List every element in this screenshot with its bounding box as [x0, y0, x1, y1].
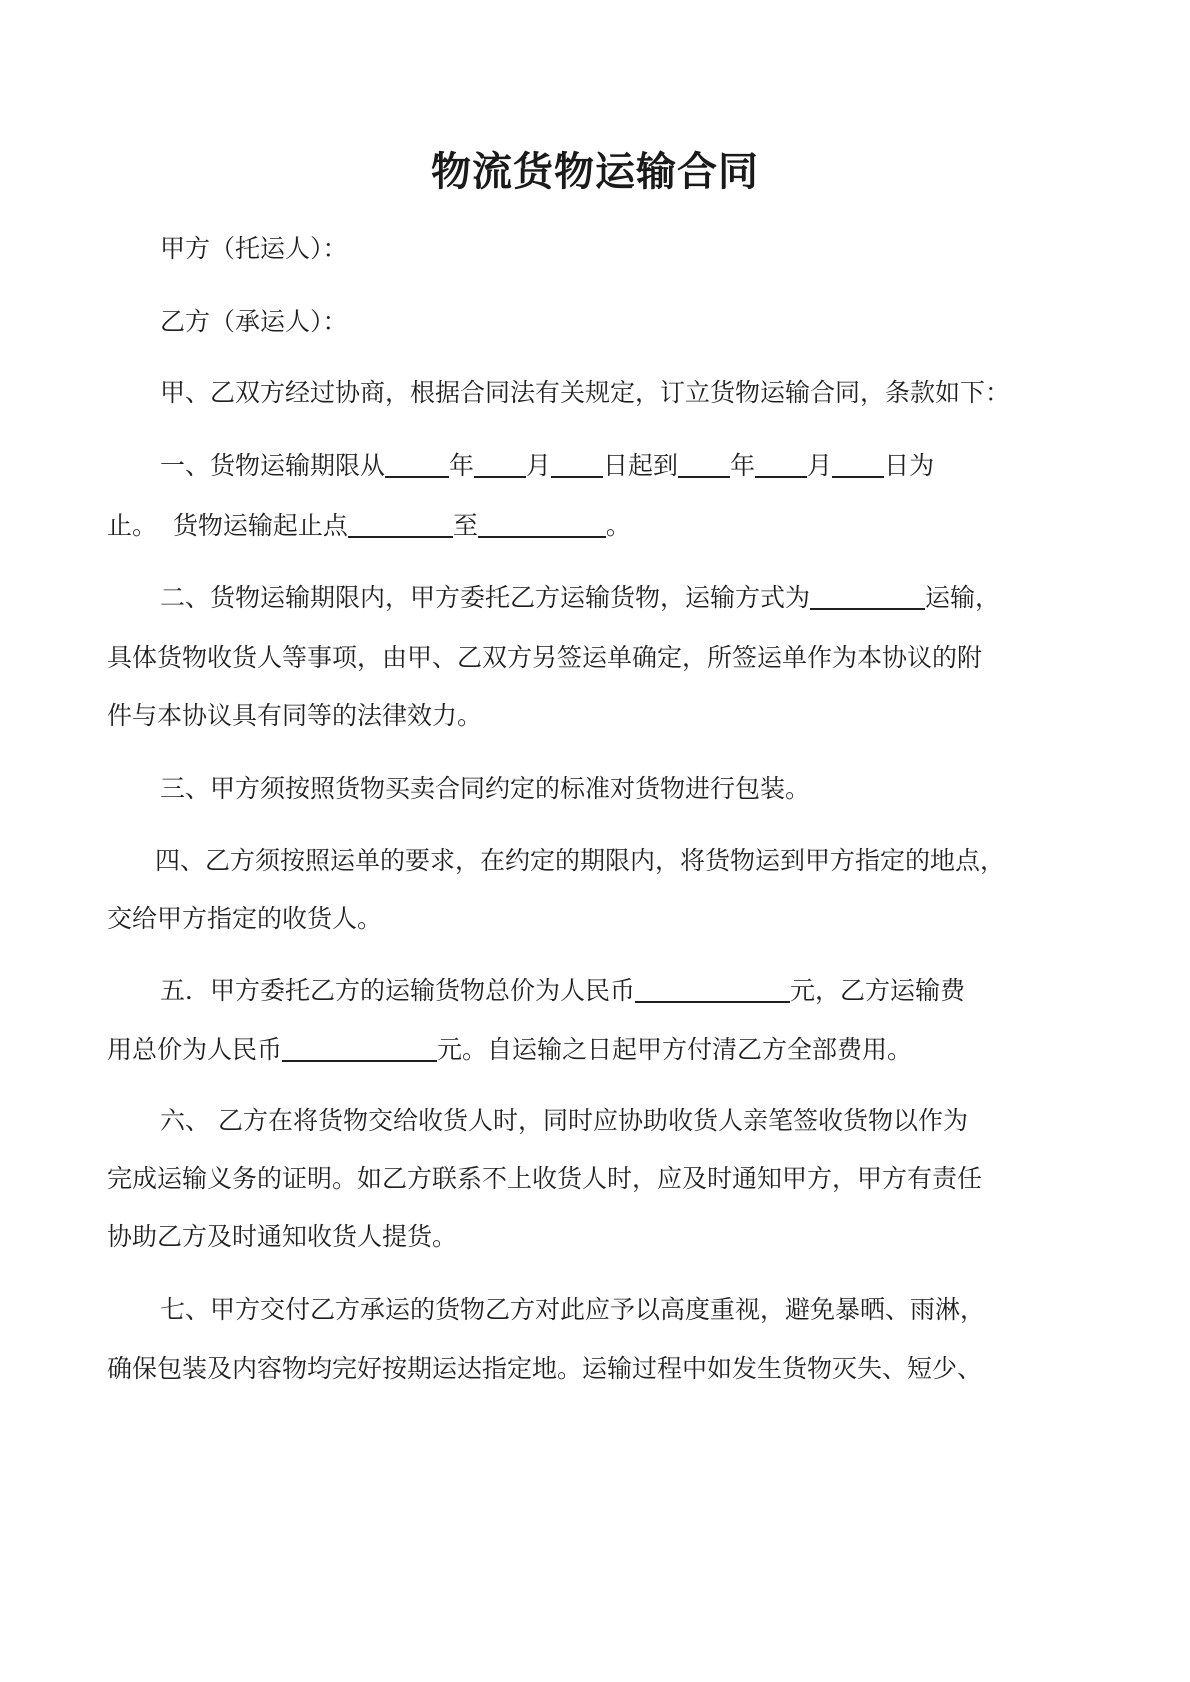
- until-label: 日起到: [603, 451, 679, 480]
- start-day-blank: [551, 452, 603, 478]
- origin-blank: [348, 512, 453, 538]
- end-day-blank: [832, 452, 884, 478]
- preamble-line: 甲、乙双方经过协商，根据合同法有关规定，订立货物运输合同，条款如下：: [160, 378, 1011, 407]
- clause5-text-mid: 元，乙方运输费: [790, 976, 966, 1005]
- clause1-line1: [160, 448, 934, 484]
- freight-total-blank: [282, 1036, 437, 1062]
- clause2-text-start: 二、货物运输期限内，甲方委托乙方运输货物，运输方式为: [160, 583, 811, 612]
- clause5-text-start: 五．甲方委托乙方的运输货物总价为人民币: [160, 976, 636, 1005]
- year-label-2: 年: [730, 451, 756, 480]
- clause2-line3: 件与本协议具有同等的法律效力。: [107, 701, 483, 730]
- month-label: 月: [526, 451, 552, 480]
- destination-blank: [478, 512, 606, 538]
- party-b-line: 乙方（承运人）：: [160, 307, 348, 336]
- period-mark: 。: [605, 511, 631, 540]
- start-month-blank: [474, 452, 526, 478]
- route-label: 止。 货物运输起止点: [107, 511, 348, 540]
- end-month-blank: [755, 452, 807, 478]
- clause2-line1: [160, 580, 1000, 616]
- goods-total-blank: [635, 977, 790, 1003]
- party-a-line: 甲方（托运人）：: [160, 234, 348, 263]
- end-year-blank: [678, 452, 730, 478]
- clause5-line1: [160, 973, 965, 1009]
- clause4-line1: 四、乙方须按照运单的要求，在约定的期限内，将货物运到甲方指定的地点，: [155, 846, 1006, 875]
- start-year-blank: [385, 452, 449, 478]
- clause6-line2: 完成运输义务的证明。如乙方联系不上收货人时，应及时通知甲方，甲方有责任: [107, 1164, 983, 1193]
- month-label-2: 月: [807, 451, 833, 480]
- year-label: 年: [449, 451, 475, 480]
- clause6-line1: 六、 乙方在将货物交给收货人时，同时应协助收货人亲笔签收货物以作为: [160, 1106, 968, 1135]
- clause1-text-start: 一、货物运输期限从: [160, 451, 386, 480]
- clause2-line2: 具体货物收货人等事项，由甲、乙双方另签运单确定，所签运单作为本协议的附: [107, 643, 983, 672]
- clause5-line2: [107, 1032, 912, 1068]
- clause1-line2: [107, 508, 631, 544]
- clause7-line2: 确保包装及内容物均完好按期运达指定地。运输过程中如发生货物灭失、短少、: [107, 1354, 983, 1383]
- clause6-line3: 协助乙方及时通知收货人提货。: [107, 1222, 458, 1251]
- transport-mode-blank: [810, 584, 925, 610]
- day-end-label: 日为: [884, 451, 935, 480]
- clause5-line2-end: 元。自运输之日起甲方付清乙方全部费用。: [437, 1035, 913, 1064]
- clause7-line1: 七、甲方交付乙方承运的货物乙方对此应予以高度重视，避免暴晒、雨淋，: [160, 1295, 986, 1324]
- document-title: 物流货物运输合同: [431, 149, 759, 195]
- clause2-text-end: 运输，: [925, 583, 1001, 612]
- clause4-line2: 交给甲方指定的收货人。: [107, 904, 383, 933]
- clause5-line2-start: 用总价为人民币: [107, 1035, 283, 1064]
- to-label: 至: [452, 511, 478, 540]
- clause3-line1: 三、甲方须按照货物买卖合同约定的标准对货物进行包装。: [160, 774, 811, 803]
